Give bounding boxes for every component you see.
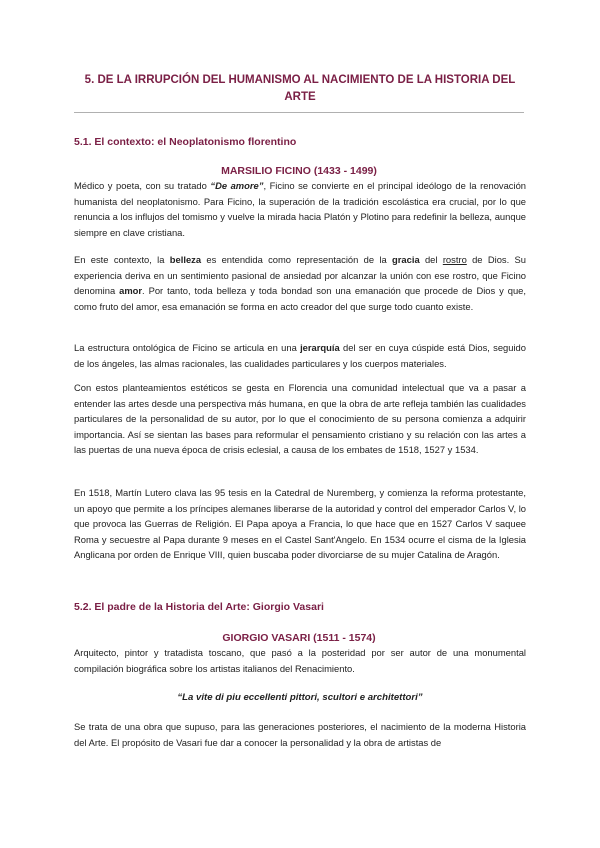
keyword-jerarquia: jerarquía bbox=[300, 342, 340, 353]
paragraph-lutero: En 1518, Martín Lutero clava las 95 tesis en la Catedral de Nuremberg, y comienza la reforma protestante, un apoyo que permite a los príncipes alemanes liberarse de la autoridad y control del emperador Carlos V, lo que provoca las Guerras de Religión. El Papa apoya a Francia, lo que hace que en 1527 Carlos V saquee Roma y secuestre al Papa durante 9 meses en el Castel Sant'Angelo. En 1534 ocurre el cisma de la Iglesia Anglicana por orden de Enrique VIII, quien buscaba poder divorciarse de su mujer Catalina de Aragón. bbox=[74, 487, 526, 561]
paragraph-vasari-intro: Arquitecto, pintor y tratadista toscano, que pasó a la posteridad por ser autor de una monumental compilación biográfica sobre los artistas italianos del Renacimiento. bbox=[74, 647, 526, 674]
paragraph-jerarquia: La estructura ontológica de Ficino se articula en una jerarquía del ser en cuya cúspide está Dios, seguido de los ángeles, las almas racionales, las cualidades particulares y los cuerpos materiales. bbox=[74, 342, 526, 369]
paragraph-ficino-intro: Médico y poeta, con su tratado “De amore”, Ficino se convierte en el principal ideólogo de la renovación humanista del neoplatonismo. Para Ficino, la superación de la tradición escolástica era crucial, por lo que renuncia a los influjos del tomismo y vuelve la mirada hacia Platón y Plotino para redefinir la belleza, aunque siempre en clave cristiana. bbox=[74, 180, 527, 238]
keyword-gracia: gracia bbox=[392, 254, 420, 265]
keyword-rostro: rostro bbox=[442, 254, 467, 265]
quote-vite: “La vite di piu eccellenti pittori, scultori e architettori” bbox=[177, 692, 423, 703]
paragraph-florencia: Con estos planteamientos estéticos se gesta en Florencia una comunidad intelectual que va a pasar a entender las artes desde una perspectiva más humana, en que la obra de arte refleja también las cualidades particulares de la personalidad de su autor, por lo que el conocimiento de su persona comienza a adquirir importancia. Así se sientan las bases para reformular el pensamiento cristiano y su relación con las artes a las puertas de una nueva época de crisis eclesial, a causa de los embates de 1518, 1527 y 1534. bbox=[74, 382, 526, 456]
section-heading-5-1: 5.1. El contexto: el Neoplatonismo florentino bbox=[74, 136, 297, 148]
keyword-belleza: belleza bbox=[169, 254, 202, 265]
person-heading-vasari: GIORGIO VASARI (1511 - 1574) bbox=[222, 632, 376, 644]
paragraph-belleza: En este contexto, la belleza es entendida como representación de la gracia del rostro de Dios. Su experiencia deriva en un sentimiento pasional de ansiedad por alcanzar la unión con ese rostro, que Ficino denomina amor. Por tanto, toda belleza y toda bondad son una emanación que procede de Dios y que, como fruto del amor, esa emanación se forma en acto creador del que surge todo cuanto existe. bbox=[74, 254, 526, 312]
work-title-de-amore: “De amore” bbox=[210, 180, 264, 191]
paragraph-vasari-obra: Se trata de una obra que supuso, para las generaciones posteriores, el nacimiento de la moderna Historia del Arte. El propósito de Vasari fue dar a conocer la personalidad y la obra de artistas de bbox=[74, 721, 526, 748]
person-heading-ficino: MARSILIO FICINO (1433 - 1499) bbox=[221, 165, 377, 177]
section-heading-5-2: 5.2. El padre de la Historia del Arte: Giorgio Vasari bbox=[74, 601, 324, 613]
chapter-title: 5. DE LA IRRUPCIÓN DEL HUMANISMO AL NACIMIENTO DE LA HISTORIA DEL ARTE bbox=[84, 74, 516, 103]
keyword-amor: amor bbox=[119, 285, 143, 297]
chapter-divider bbox=[74, 112, 524, 113]
